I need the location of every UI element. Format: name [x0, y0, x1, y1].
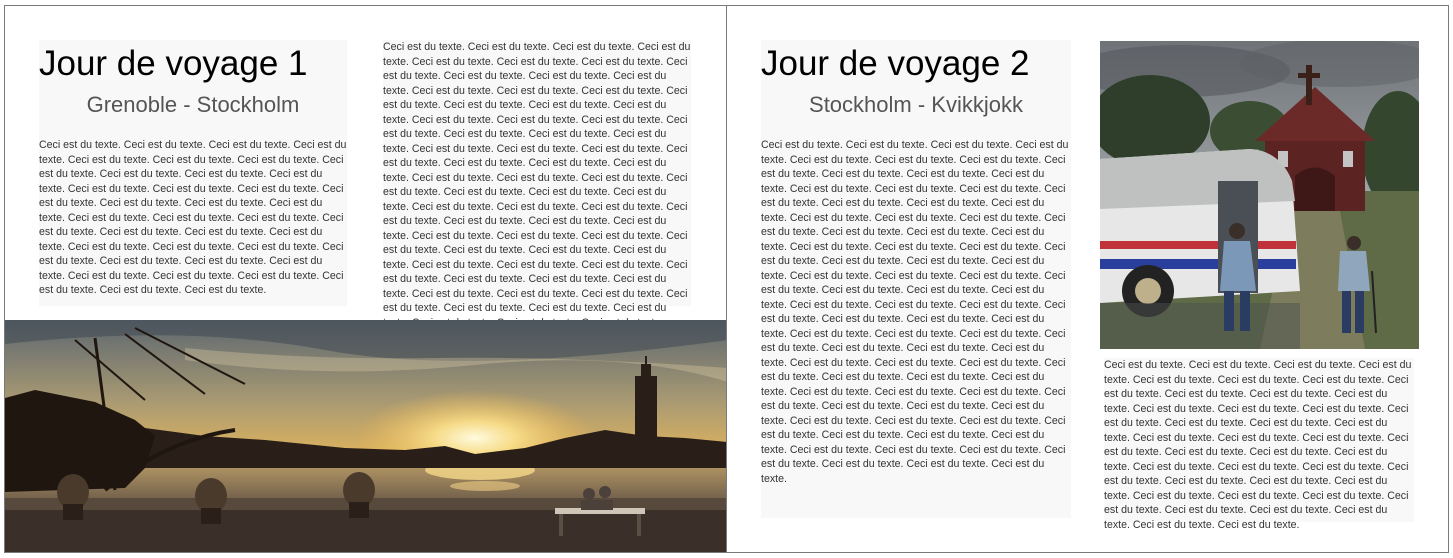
page-1: [4, 5, 727, 553]
block-1-left: [39, 40, 347, 306]
page-2: [726, 5, 1449, 553]
block-1-right: [383, 40, 691, 314]
block-2-right: [1104, 358, 1414, 531]
page-subtitle: Stockholm - Kvikkjokk: [809, 92, 1023, 117]
page-title: Jour de voyage 2: [761, 44, 1030, 83]
body-text: Ceci est du texte. Ceci est du texte. Ceci est du texte. Ceci est du texte. Ceci est du texte. Ceci est du texte. Ceci est du texte. Ceci est du texte. Ceci est du texte. Ceci est du texte. Ceci est du texte. Ceci est du texte. Ceci est du texte. Ceci est du texte. Ceci est du texte. Ceci est du texte. Ceci est du texte. Ceci est du texte. Ceci est du texte. Ceci est du texte. Ceci est du texte. Ceci est du texte. Ceci est du texte. Ceci est du texte. Ceci est du texte. Ceci est du texte. Ceci est du texte. Ceci est du texte. Ceci est du texte. Ceci est du texte. Ceci est du texte. Ceci est du texte. Ceci est du texte. Ceci est du texte. Ceci est du texte. Ceci est du texte. Ceci est du texte. Ceci est du texte. Ceci est du texte. Ceci est du texte. Ceci est du texte. Ceci est du texte. Ceci est du texte. Ceci est du texte. Ceci est du texte. Ceci est du texte. Ceci est du texte. Ceci est du texte. Ceci est du texte. Ceci est du texte. Ceci est du texte. Ceci est du texte. Ceci est du texte. Ceci est du texte. Ceci est du texte. Ceci est du texte. Ceci est du texte. Ceci est du texte. Ceci est du texte. Ceci est du texte. Ceci est du texte. Ceci est du texte. Ceci est du texte. Ceci est du texte. Ceci est du texte. Ceci est du texte. Ceci est du: [383, 41, 691, 314]
bus-church-illustration: [1100, 41, 1419, 349]
page-title: Jour de voyage 1: [39, 44, 308, 83]
page-subtitle: Grenoble - Stockholm: [86, 92, 300, 117]
harbour-sunset-illustration: [5, 320, 727, 553]
body-text: Ceci est du texte. Ceci est du texte. Ceci est du texte. Ceci est du texte. Ceci est du texte. Ceci est du texte. Ceci est du texte. Ceci est du texte. Ceci est du texte. Ceci est du texte. Ceci est du texte. Ceci est du texte. Ceci est du texte. Ceci est du texte. Ceci est du texte. Ceci est du texte. Ceci est du texte. Ceci est du texte. Ceci est du texte. Ceci est du texte. Ceci est du texte. Ceci est du texte. Ceci est du texte. Ceci est du texte. Ceci est du texte. Ceci est du texte. Ceci est du texte. Ceci est du texte. Ceci est du texte. Ceci est du texte. Ceci est du texte. Ceci est du texte. Ceci est du texte. Ceci est du texte. Ceci est du texte. Ceci est du texte. Ceci est du texte. Ceci est du texte. Ceci est du texte. Ceci est du texte. Ceci est du texte.: [1104, 359, 1412, 531]
body-text: Ceci est du texte. Ceci est du texte. Ceci est du texte. Ceci est du texte. Ceci est du texte. Ceci est du texte. Ceci est du texte. Ceci est du texte. Ceci est du texte. Ceci est du texte. Ceci est du texte. Ceci est du texte. Ceci est du texte. Ceci est du texte. Ceci est du texte. Ceci est du texte. Ceci est du texte. Ceci est du texte. Ceci est du texte. Ceci est du texte. Ceci est du texte. Ceci est du texte. Ceci est du texte. Ceci est du texte. Ceci est du texte. Ceci est du texte. Ceci est du texte. Ceci est du texte. Ceci est du texte. Ceci est du texte. Ceci est du texte. Ceci est du texte. Ceci est du texte. Ceci est du texte. Ceci est du texte. Ceci est du texte. Ceci est du texte. Ceci est du texte.: [39, 139, 347, 296]
block-2-left: [761, 40, 1071, 518]
body-text: Ceci est du texte. Ceci est du texte. Ceci est du texte. Ceci est du texte. Ceci est du texte. Ceci est du texte. Ceci est du texte. Ceci est du texte. Ceci est du texte. Ceci est du texte. Ceci est du texte. Ceci est du texte. Ceci est du texte. Ceci est du texte. Ceci est du texte. Ceci est du texte. Ceci est du texte. Ceci est du texte. Ceci est du texte. Ceci est du texte. Ceci est du texte. Ceci est du texte. Ceci est du texte. Ceci est du texte. Ceci est du texte. Ceci est du texte. Ceci est du texte. Ceci est du texte. Ceci est du texte. Ceci est du texte. Ceci est du texte. Ceci est du texte. Ceci est du texte. Ceci est du texte. Ceci est du texte. Ceci est du texte. Ceci est du texte. Ceci est du texte. Ceci est du texte. Ceci est du texte. Ceci est du texte. Ceci est du texte. Ceci est du texte. Ceci est du texte. Ceci est du texte. Ceci est du texte. Ceci est du texte. Ceci est du texte. Ceci est du texte. Ceci est du texte. Ceci est du texte. Ceci est du texte. Ceci est du texte. Ceci est du texte. Ceci est du texte. Ceci est du texte. Ceci est du texte. Ceci est du texte. Ceci est du texte. Ceci est du texte. Ceci est du texte. Ceci est du texte. Ceci est du texte. Ceci est du texte. Ceci est du texte. Ceci est du texte. Ceci est du texte. Ceci est du texte. Ceci est du texte. Ceci est du texte. Ceci est du texte. Ceci est du texte. Ceci est du texte. Ceci est du texte. Ceci est du texte. Ceci est du texte. Ceci est du texte. Ceci est du texte. Ceci est du texte. Ceci est du texte. Ceci est du texte.: [761, 139, 1069, 485]
